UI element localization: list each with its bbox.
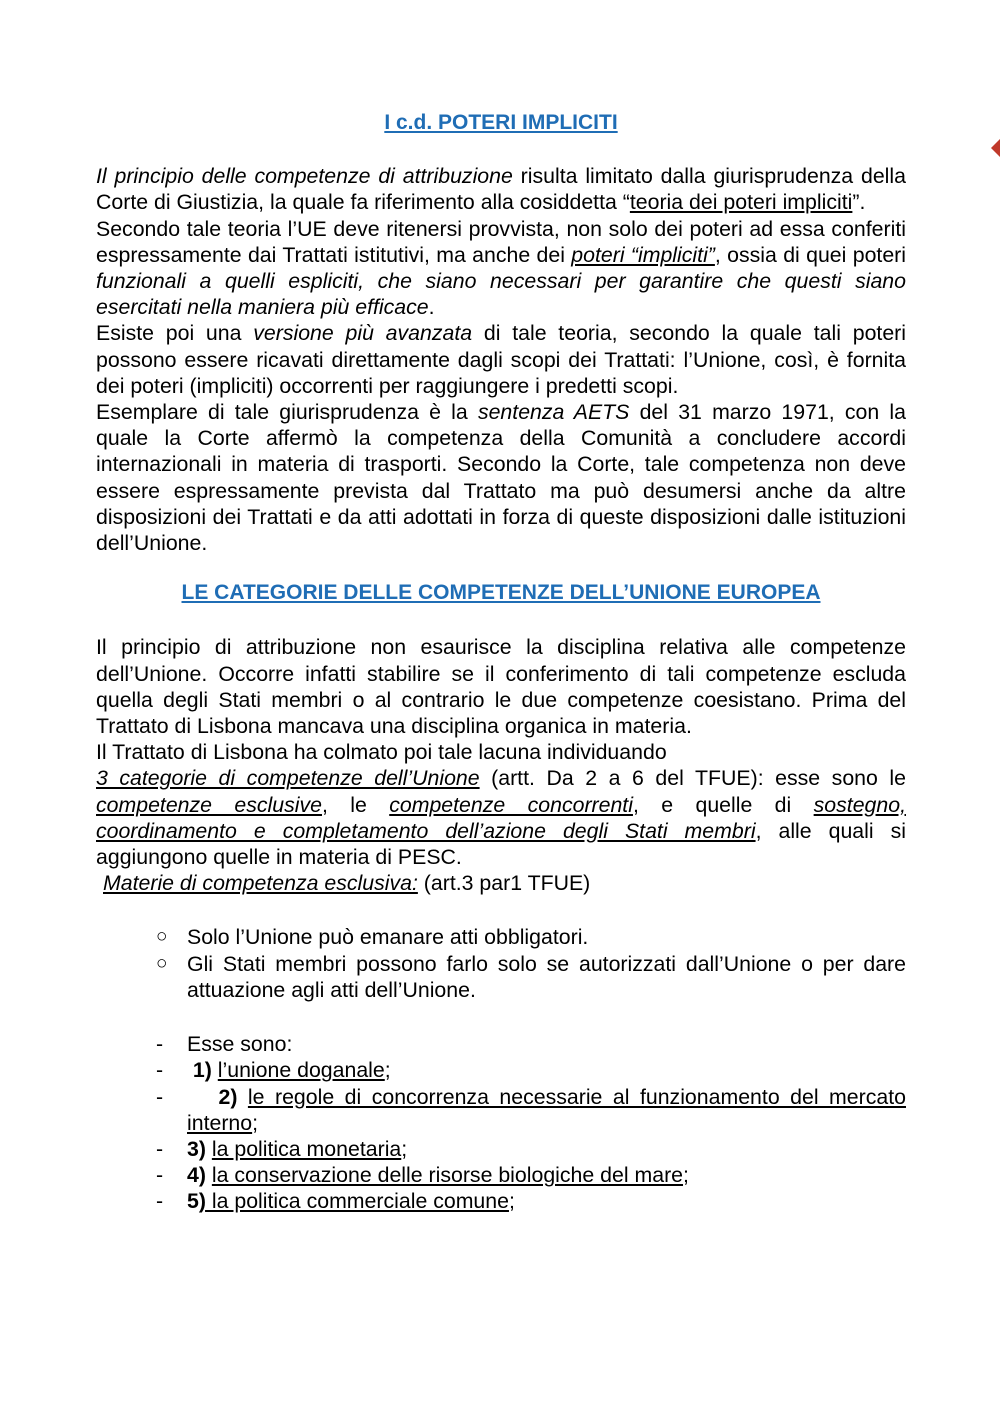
underlined-text: la politica commerciale comune — [205, 1189, 509, 1214]
text-span: ; — [508, 1189, 515, 1214]
text-span: Secondo tale teoria l’UE deve ritenersi provvista, non solo dei poteri ad essa conferiti espressamente dai Trattati istitutivi, ma anche dei — [96, 216, 906, 267]
list-item — [96, 1162, 906, 1188]
text-span: ; — [252, 1110, 259, 1135]
list-item: ○ Solo l’Unione può emanare atti obbligatori. — [96, 924, 906, 950]
dash-bullet-list — [96, 1031, 906, 1214]
text-span: , le — [321, 792, 390, 817]
page-corner-marker — [991, 139, 1000, 157]
list-item — [96, 1057, 906, 1083]
heading-categorie-competenze: LE CATEGORIE DELLE COMPETENZE DELL’UNIONE EUROPEA — [181, 581, 821, 605]
text-span: del 31 marzo 1971, con la quale la Corte affermò la competenza della Comunità a concludere accordi internazionali in materia di trasporti. Secondo la Corte, tale competenza non deve essere espressamente prevista dal Trattato ma può desumersi anche da altre disposizioni dei Trattati e da atti adottati in forza di queste disposizioni dalle istituzioni dell’Unione. — [96, 400, 907, 556]
item-number: 2) — [218, 1084, 238, 1109]
paragraph-sentenza-aets — [96, 399, 906, 556]
italic-underlined-text: 3 categorie di competenze dell’Unione — [96, 766, 480, 791]
text-span: ”. — [852, 190, 866, 215]
text-span: . — [428, 295, 435, 320]
text-span: Esemplare di tale giurisprudenza è la — [96, 400, 478, 425]
italic-text: versione più avanzata — [253, 321, 473, 346]
italic-text: funzionali a quelli espliciti, che siano necessari per garantire che questi siano esercitati nella maniera più efficace — [96, 269, 906, 320]
text-span: Esiste poi una — [96, 321, 254, 346]
item-number-paren: ) — [198, 1189, 206, 1214]
paragraph-materie-esclusive — [96, 870, 906, 896]
text-span: (art.3 par1 TFUE) — [417, 871, 591, 896]
paragraph-tre-categorie — [96, 765, 906, 870]
italic-underlined-text: poteri “impliciti” — [571, 242, 715, 267]
item-number: 4) — [187, 1163, 206, 1188]
circle-bullet-list — [96, 924, 906, 1003]
text-span: di tale teoria, secondo la quale tali poteri possono essere ricavati direttamente dagli scopi dei Trattati: l’Unione, così, è fornita dei poteri (impliciti) occorrenti per raggiungere i predetti scopi. — [96, 321, 906, 398]
text-span: ; — [384, 1058, 391, 1083]
dash-bullet: - — [156, 1136, 164, 1161]
list-item — [96, 1084, 906, 1136]
italic-text: Il principio delle competenze di attribuzione — [96, 164, 513, 189]
text-span: , ossia di quei poteri — [714, 242, 906, 267]
italic-text: sentenza AETS — [477, 400, 630, 425]
paragraph-lisbona: Il Trattato di Lisbona ha colmato poi tale lacuna individuando — [96, 740, 667, 765]
item-number: 5 — [187, 1189, 199, 1214]
underlined-text: le regole di concorrenza necessarie al funzionamento del mercato interno — [187, 1084, 906, 1135]
underlined-text: teoria dei poteri impliciti — [629, 190, 853, 215]
italic-underlined-text: Materie di competenza esclusiva: — [103, 871, 418, 896]
italic-underlined-text: competenze concorrenti — [389, 792, 633, 817]
list-item-text: Esse sono: — [187, 1032, 293, 1057]
list-item: ○ Gli Stati membri possono farlo solo se autorizzati dall’Unione o per dare attuazione agli atti dell’Unione. — [96, 951, 906, 1003]
item-number: 1) — [192, 1058, 212, 1083]
paragraph-principio — [96, 163, 906, 215]
paragraph-teoria — [96, 216, 906, 321]
underlined-text: la conservazione delle risorse biologiche del mare — [211, 1163, 684, 1188]
italic-underlined-text: sostegno, coordinamento e completamento dell’azione degli Stati membri — [96, 792, 906, 843]
dash-bullet: - — [156, 1032, 164, 1057]
dash-bullet: - — [156, 1058, 164, 1083]
list-item — [96, 1136, 906, 1162]
heading-poteri-impliciti: I c.d. POTERI IMPLICITI — [384, 111, 618, 134]
list-item — [96, 1031, 906, 1057]
document-page — [96, 110, 906, 1215]
text-span: , e quelle di — [632, 792, 814, 817]
list-item — [96, 1188, 906, 1214]
paragraph-attribuzione: Il principio di attribuzione non esaurisce la disciplina relativa alle competenze dell’Unione. Occorre infatti stabilire se il conferimento di tali competenze escluda quella degli Stati membri o al contrario le due competenze coesistano. Prima del Trattato di Lisbona mancava una disciplina organica in materia. — [96, 635, 906, 739]
text-span: , alle quali si aggiungono quelle in materia di PESC. — [96, 818, 906, 870]
paragraph-versione-avanzata — [96, 320, 906, 399]
dash-bullet: - — [156, 1163, 164, 1188]
text-span: risulta limitato dalla giurisprudenza della Corte di Giustizia, la quale fa riferimento alla cosiddetta “ — [96, 164, 906, 215]
text-span: (artt. Da 2 a 6 del TFUE): esse sono le — [479, 766, 906, 791]
italic-underlined-text: competenze esclusive — [96, 792, 322, 817]
item-number: 3) — [187, 1136, 206, 1161]
text-span: ; — [683, 1163, 689, 1188]
dash-bullet: - — [156, 1084, 164, 1109]
underlined-text: l’unione doganale — [217, 1058, 385, 1083]
underlined-text: la politica monetaria — [211, 1136, 402, 1161]
text-span: ; — [401, 1136, 408, 1161]
dash-bullet: - — [156, 1189, 164, 1214]
